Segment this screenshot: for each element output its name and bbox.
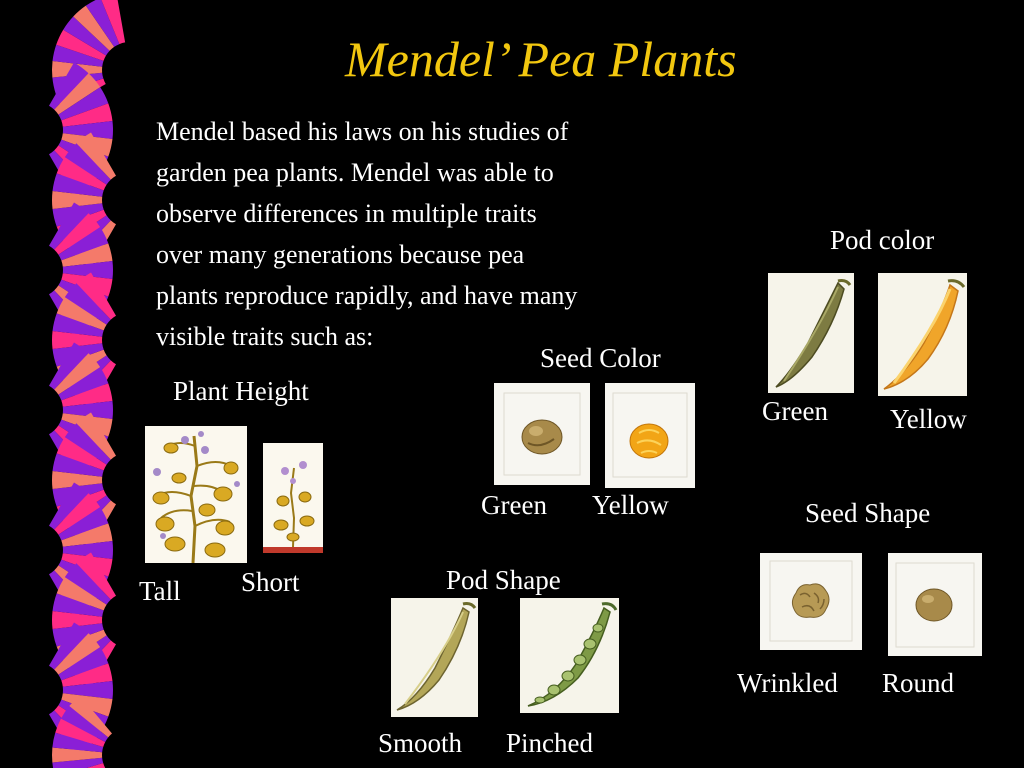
pod-shape-heading: Pod Shape <box>446 565 561 595</box>
smooth-pod-image <box>391 598 478 717</box>
short-label: Short <box>241 567 300 597</box>
tall-plant-image <box>145 426 247 563</box>
short-plant-image <box>263 443 323 553</box>
decorative-ribbon <box>0 0 135 768</box>
smooth-label: Smooth <box>378 728 463 758</box>
wrinkled-label: Wrinkled <box>737 668 838 698</box>
intro-line: visible traits such as: <box>156 322 374 351</box>
wrinkled-seed-image <box>760 553 862 650</box>
intro-paragraph <box>156 111 721 357</box>
slide-title: Mendel’ Pea Plants <box>345 31 737 87</box>
intro-line: over many generations because pea <box>156 240 525 269</box>
seed-color-heading: Seed Color <box>540 343 661 373</box>
pod-color-heading: Pod color <box>830 225 935 255</box>
plant-height-heading: Plant Height <box>173 376 309 406</box>
intro-line: Mendel based his laws on his studies of <box>156 117 569 146</box>
green-seed-image <box>494 383 590 485</box>
yellow-pod-image <box>878 273 967 396</box>
pinched-label: Pinched <box>506 728 593 758</box>
pod-yellow-label: Yellow <box>890 404 967 434</box>
seed-green-label: Green <box>481 490 547 520</box>
intro-line: observe differences in multiple traits <box>156 199 537 228</box>
round-seed-image <box>888 553 982 656</box>
round-label: Round <box>882 668 955 698</box>
pod-green-label: Green <box>762 396 828 426</box>
yellow-seed-image <box>605 383 695 488</box>
pinched-pod-image <box>520 598 619 713</box>
tall-label: Tall <box>139 576 181 606</box>
intro-line: garden pea plants. Mendel was able to <box>156 158 554 187</box>
seed-shape-heading: Seed Shape <box>805 498 931 528</box>
intro-line: plants reproduce rapidly, and have many <box>156 281 578 310</box>
seed-yellow-label: Yellow <box>592 490 669 520</box>
green-pod-image <box>768 273 854 393</box>
